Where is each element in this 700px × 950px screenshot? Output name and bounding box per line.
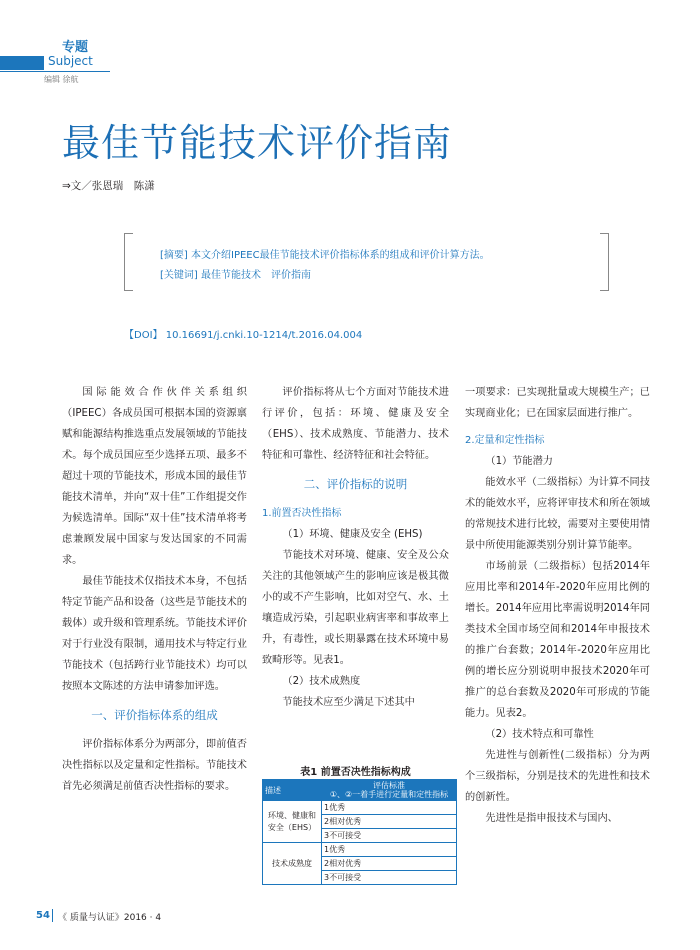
table-cell: 2相对优秀 xyxy=(322,815,457,829)
subsection-heading: 2.定量和定性指标 xyxy=(465,435,545,446)
table-header-desc: 描述 xyxy=(263,780,322,801)
table-header-standard xyxy=(322,780,457,801)
paragraph: 最佳节能技术仅指技术本身，不包括特定节能产品和设备（这些是节能技术的载体）或升级和管理系统。节能技术评价对于行业没有限制，通用技术与特定行业节能技术（包括跨行业节能技术）均可以按照本文陈述的方法申请参加评选。 xyxy=(62,576,247,692)
keywords-line xyxy=(160,266,490,286)
table-group-label: 技术成熟度 xyxy=(263,843,322,885)
paragraph: 能效水平（二级指标）为计算不同技术的能效水平，应将评审技术和所在领域的常规技术进行比较，需要对主要使用情景中所使用能源类别分别计算节能率。 xyxy=(465,477,650,551)
section-heading-1: 一、评价指标体系的组成 xyxy=(91,708,218,722)
sub-subsection-heading: （1）环境、健康及安全 (EHS) xyxy=(282,529,423,540)
abstract-box xyxy=(160,246,490,286)
section-title-zh: 专题 xyxy=(62,40,89,55)
table-cell: 2相对优秀 xyxy=(322,857,457,871)
keywords-label: [关键词] xyxy=(160,270,198,281)
page-number: 54 xyxy=(36,910,50,921)
sub-subsection-heading: （2）技术特点和可靠性 xyxy=(485,729,594,740)
abstract-text: 本文介绍IPEEC最佳节能技术评价指标体系的组成和评价计算方法。 xyxy=(191,250,490,261)
abstract-line xyxy=(160,246,490,266)
keywords-text: 最佳节能技术 评价指南 xyxy=(201,270,311,281)
table-header-row xyxy=(263,780,457,801)
paragraph: 国际能效合作伙伴关系组织（IPEEC）各成员国可根据本国的资源禀赋和能源结构推选重点发展领域的节能技术。每个成员国应至少选择五项、最多不超过十项的节能技术，形成本国的最佳节能技术清单，并向“双十佳”工作组提交作为候选清单。国际“双十佳”技术清单将考虑兼顾发展中国家与发达国家的不同需求。 xyxy=(62,387,247,566)
table-group-label: 环境、健康和安全（EHS） xyxy=(263,801,322,843)
table-header-standard-line2: ①、②一着手进行定量和定性指标 xyxy=(329,790,449,799)
paragraph: 一项要求：已实现批量或大规模生产；已实现商业化；已在国家层面进行推广。 xyxy=(465,387,650,419)
table-row xyxy=(263,843,457,857)
body-column-3 xyxy=(465,382,650,829)
header-divider xyxy=(0,71,110,72)
veto-indicator-table xyxy=(262,779,457,885)
paragraph: 评价指标体系分为两部分，即前值否决性指标以及定量和定性指标。节能技术首先必须满足前值否决性指标的要求。 xyxy=(62,739,247,792)
doi-text: 10.16691/j.cnki.10-1214/t.2016.04.004 xyxy=(165,330,363,341)
table-cell: 3不可接受 xyxy=(322,871,457,885)
abstract-bracket-left xyxy=(124,233,133,291)
table-caption: 表1 前置否决性指标构成 xyxy=(300,767,411,778)
body-column-2 xyxy=(262,382,449,713)
article-authors: ⇒文／张恩瑞 陈潇 xyxy=(62,180,155,192)
table-cell: 3不可接受 xyxy=(322,829,457,843)
journal-name: 《 质量与认证》2016 · 4 xyxy=(58,913,162,923)
paragraph: 先进性是指申报技术与国内、 xyxy=(485,813,618,824)
editor-credit: 编辑 徐航 xyxy=(44,75,79,84)
sub-subsection-heading: （1）节能潜力 xyxy=(485,456,553,467)
sub-subsection-heading: （2）技术成熟度 xyxy=(282,676,361,687)
table-row xyxy=(263,801,457,815)
paragraph: 市场前景（二级指标）包括2014年应用比率和2014年-2020年应用比例的增长。2014年应用比率需说明2014年同类技术全国市场空间和2014年申报技术的推广台套数；2014年-2020年应用比例的增长应分别说明申报技术2020年可推广的总台套数及2020年可形成的节能能力。见表2。 xyxy=(465,561,650,719)
section-title-en: Subject xyxy=(48,54,93,68)
table-cell: 1优秀 xyxy=(322,801,457,815)
abstract-label: [摘要] xyxy=(160,250,188,261)
doi xyxy=(124,326,362,341)
body-column-1 xyxy=(62,382,247,797)
footer-divider xyxy=(52,909,53,922)
article-title: 最佳节能技术评价指南 xyxy=(62,121,453,165)
paragraph: 评价指标将从七个方面对节能技术进行评价，包括：环境、健康及安全（EHS）、技术成熟度、节能潜力、技术特征和可靠性、经济特征和社会特征。 xyxy=(262,387,449,461)
section-marker-bar xyxy=(0,56,44,70)
section-heading-2: 二、评价指标的说明 xyxy=(303,477,408,491)
paragraph: 先进性与创新性(二级指标）分为两个三级指标，分别是技术的先进性和技术的创新性。 xyxy=(465,750,650,803)
paragraph: 节能技术对环境、健康、安全及公众关注的其他领域产生的影响应该是极其微小的或不产生影响，比如对空气、水、土壤造成污染，引起职业病害率和事故率上升，有毒性，或长期暴露在技术环境中易致畸形等。见表1。 xyxy=(262,550,449,666)
abstract-bracket-right xyxy=(600,233,609,291)
paragraph: 节能技术应至少满足下述其中 xyxy=(282,697,415,708)
table-header-standard-line1: 评估标准 xyxy=(373,781,405,790)
table-cell: 1优秀 xyxy=(322,843,457,857)
subsection-heading: 1.前置否决性指标 xyxy=(262,508,342,519)
doi-label: 【DOI】 xyxy=(124,330,163,341)
